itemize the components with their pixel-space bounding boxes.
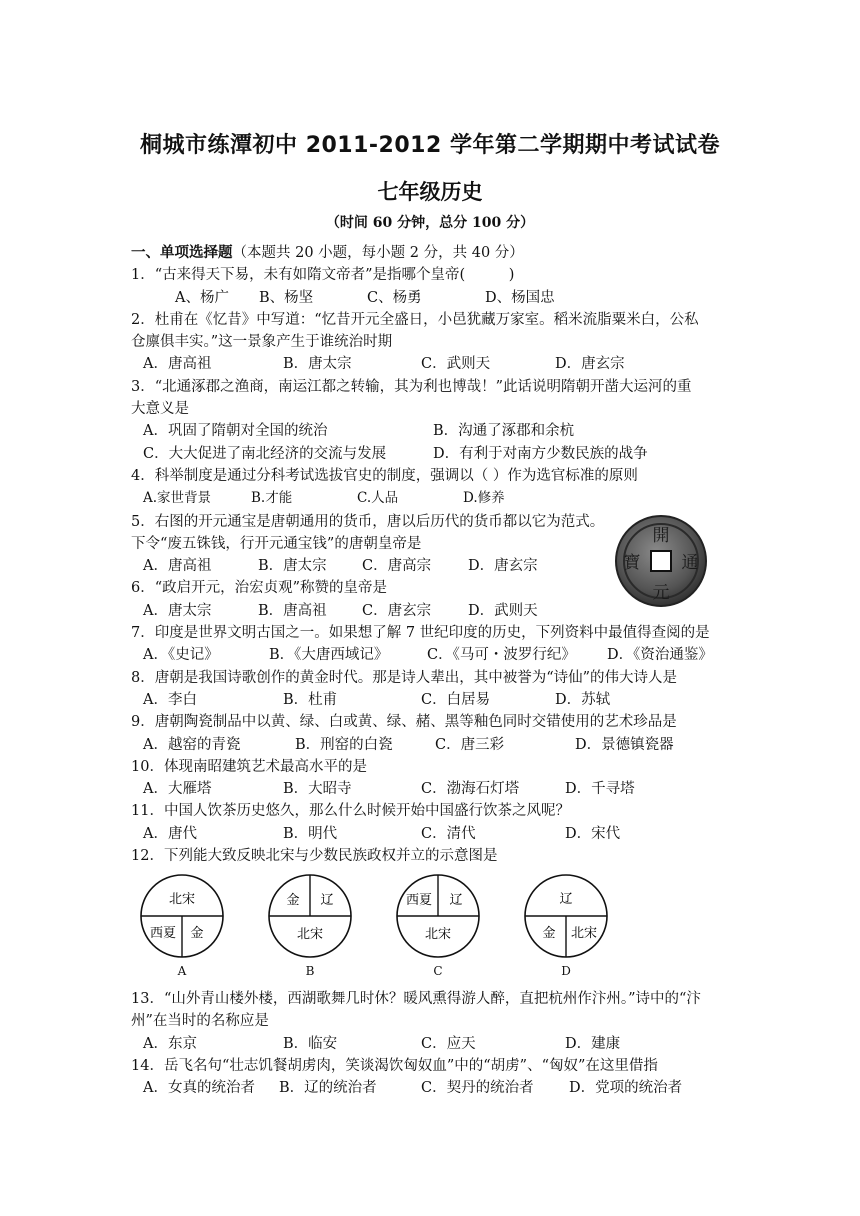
question-4-options	[131, 487, 731, 509]
question-1: 1．“古来得天下易，未有如隋文帝者”是指哪个皇帝( )	[131, 267, 515, 284]
option: A．唐太宗	[143, 602, 212, 619]
option: D.修养	[463, 490, 505, 507]
question-2-options	[131, 353, 731, 375]
coin-char-right: 通	[681, 553, 699, 573]
option: A．女真的统治者	[143, 1080, 255, 1097]
question-8-options	[131, 689, 731, 711]
option: D．武则天	[468, 602, 538, 619]
option: B．唐太宗	[258, 558, 327, 575]
question-3-options-cd	[131, 443, 731, 465]
region-label: 北宋	[296, 927, 324, 942]
exam-note: （时间 60 分钟，总分 100 分）	[325, 215, 535, 231]
question-12: 12．下列能大致反映北宋与少数民族政权并立的示意图是	[131, 848, 498, 865]
option: C．《马可・波罗行纪》	[427, 647, 576, 664]
question-2-cont: 仓廪俱丰实。”这一景象产生于谁统治时期	[131, 334, 393, 351]
option: D．千寻塔	[565, 781, 635, 798]
region-label: 辽	[559, 892, 573, 907]
coin-char-left: 寶	[623, 553, 641, 573]
question-11-options	[131, 823, 731, 845]
option: C．唐高宗	[362, 558, 432, 575]
option: D．苏轼	[555, 691, 611, 708]
option: B．明代	[283, 825, 338, 842]
option: A．李白	[143, 691, 197, 708]
option: C.人品	[357, 490, 399, 507]
question-7: 7．印度是世界文明古国之一。如果想了解 7 世纪印度的历史，下列资料中最值得查阅的是	[131, 625, 710, 642]
question-3-options-ab	[131, 420, 731, 442]
option: A、杨广	[175, 289, 229, 306]
question-11: 11．中国人饮茶历史悠久，那么什么时候开始中国盛行饮茶之风呢？	[131, 803, 570, 820]
question-9: 9．唐朝陶瓷制品中以黄、绿、白或黄、绿、赭、黑等釉色同时交错使用的艺术珍品是	[131, 714, 677, 731]
option: D．景德镇瓷器	[575, 736, 674, 753]
option: C．唐玄宗	[362, 602, 432, 619]
kaiyuan-tongbao-coin-image	[615, 513, 707, 614]
diagram-a	[138, 872, 226, 982]
option: B．唐太宗	[283, 356, 352, 373]
question-1-options	[131, 287, 731, 309]
diagram-label: B	[305, 964, 315, 978]
diagram-label: C	[433, 964, 443, 978]
question-5-cont: 下令“废五铢钱，行开元通宝钱”的唐朝皇帝是	[131, 535, 422, 552]
question-6: 6．“政启开元，治宏贞观”称赞的皇帝是	[131, 580, 388, 597]
diagram-label: D	[561, 964, 571, 978]
region-label: 辽	[320, 893, 334, 908]
option: A．《史记》	[143, 647, 219, 664]
option: B．临安	[283, 1035, 338, 1052]
option: D．党项的统治者	[569, 1080, 683, 1097]
option: D．唐玄宗	[555, 356, 625, 373]
coin-char-bottom: 元	[652, 583, 670, 603]
option: C．白居易	[421, 691, 491, 708]
question-4: 4．科举制度是通过分科考试选拔官史的制度，强调以（ ）作为选官标准的原则	[131, 467, 638, 484]
exam-title: 桐城市练潭初中 2011-2012 学年第二学期期中考试试卷	[140, 133, 720, 158]
question-13: 13．“山外青山楼外楼，西湖歌舞几时休？暖风熏得游人醉，直把杭州作汴州。”诗中的“汴	[131, 991, 701, 1007]
option: A．唐高祖	[143, 356, 212, 373]
question-9-options	[131, 734, 731, 756]
option: A．唐代	[143, 825, 197, 842]
option: A．巩固了隋朝对全国的统治	[143, 423, 328, 440]
option: C．应天	[421, 1035, 476, 1052]
q12-diagrams	[138, 872, 618, 982]
diagram-d	[522, 872, 610, 982]
option: D．唐玄宗	[468, 558, 538, 575]
question-13-cont: 州”在当时的名称应是	[131, 1013, 269, 1030]
option: C．武则天	[421, 356, 491, 373]
question-5: 5．右图的开元通宝是唐朝通用的货币，唐以后历代的货币都以它为范式。	[131, 513, 605, 530]
option: D．《资治通鉴》	[607, 647, 713, 664]
option: A.家世背景	[143, 490, 212, 507]
option: C．清代	[421, 825, 476, 842]
question-13-options	[131, 1033, 731, 1055]
option: B．辽的统治者	[279, 1080, 377, 1097]
region-label: 辽	[449, 893, 463, 908]
coin-char-top: 開	[652, 526, 670, 546]
option: A．东京	[143, 1035, 197, 1052]
option: B．《大唐西域记》	[269, 647, 389, 664]
option: A．唐高祖	[143, 558, 212, 575]
region-label: 西夏	[405, 893, 433, 908]
region-label: 西夏	[149, 926, 177, 941]
option: B、杨坚	[259, 289, 314, 306]
question-14-options	[131, 1077, 731, 1099]
option: B.才能	[251, 490, 293, 507]
region-label: 金	[542, 926, 556, 941]
section-heading: 一、单项选择题（本题共 20 小题，每小题 2 分，共 40 分）	[131, 244, 524, 261]
option: B．唐高祖	[258, 602, 327, 619]
question-3-cont: 大意义是	[131, 401, 189, 418]
question-10: 10．体现南昭建筑艺术最高水平的是	[131, 758, 367, 775]
question-7-options	[131, 644, 731, 666]
option: C．渤海石灯塔	[421, 781, 520, 798]
region-label: 北宋	[424, 927, 452, 942]
option: C、杨勇	[367, 289, 422, 306]
option: D、杨国忠	[485, 289, 555, 306]
question-2: 2．杜甫在《忆昔》中写道：“忆昔开元全盛日，小邑犹藏万家室。稻米流脂粟米白，公私	[131, 311, 699, 328]
option: C．唐三彩	[435, 736, 505, 753]
region-label: 北宋	[168, 892, 196, 907]
region-label: 金	[190, 926, 204, 941]
option: B．刑窑的白瓷	[295, 736, 393, 753]
option: A．越窑的青瓷	[143, 736, 241, 753]
option: C．契丹的统治者	[421, 1080, 534, 1097]
option: B．大昭寺	[283, 781, 352, 798]
diagram-c	[394, 872, 482, 982]
question-14: 14．岳飞名句“壮志饥餐胡虏肉，笑谈渴饮匈奴血”中的“胡虏”、“匈奴”在这里借指	[131, 1057, 658, 1074]
question-8: 8．唐朝是我国诗歌创作的黄金时代。那是诗人辈出，其中被誉为“诗仙”的伟大诗人是	[131, 669, 678, 686]
question-10-options	[131, 778, 731, 800]
option: B．杜甫	[283, 691, 338, 708]
question-3: 3．“北通涿郡之渔商，南运江都之转输，其为利也博哉！”此话说明隋朝开凿大运河的重	[131, 378, 692, 395]
option: D．建康	[565, 1035, 621, 1052]
question-list-lower	[131, 988, 731, 1099]
option: D．宋代	[565, 825, 621, 842]
region-label: 金	[286, 893, 300, 908]
diagram-b	[266, 872, 354, 982]
option: B．沟通了涿郡和余杭	[433, 423, 575, 440]
option: C．大大促进了南北经济的交流与发展	[143, 445, 387, 462]
option: D．有利于对南方少数民族的战争	[433, 445, 648, 462]
option: A．大雁塔	[143, 781, 212, 798]
diagram-label: A	[177, 964, 187, 978]
region-label: 北宋	[570, 926, 598, 941]
exam-subtitle: 七年级历史	[377, 180, 483, 204]
